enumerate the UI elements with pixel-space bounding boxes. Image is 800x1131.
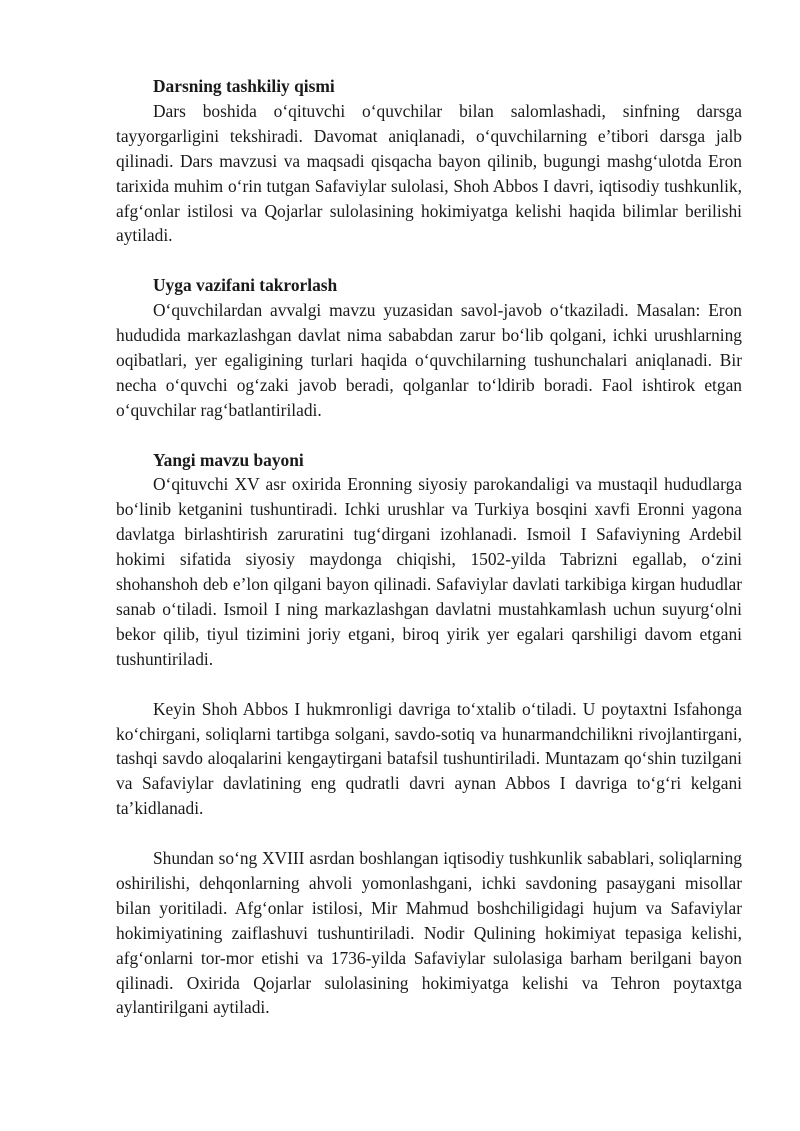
paragraph-new-topic-abbas: Keyin Shoh Abbos I hukmronligi davriga to‘xtalib o‘tiladi. U poytaxtni Isfahonga ko‘chirgani, soliqlarni tartibga solgani, savdo-sotiq va hunarmandchilikni rivojlantirgani, tashqi savdo aloqalarini kengaytirgani batafsil tushuntiriladi. Muntazam qo‘shin tuzilgani va Safaviylar davlatining eng qudratli davri aynan Abbos I davriga to‘g‘ri kelgani ta’kidlanadi.	[116, 698, 742, 819]
paragraph-homework-review: O‘quvchilardan avvalgi mavzu yuzasidan savol-javob o‘tkaziladi. Masalan: Eron hududida markazlashgan davlat nima sababdan zarur bo‘lib qolgani, ichki urushlarning oqibatlari, yer egaligining turlari haqida o‘quvchilarning tushunchalari aniqlanadi. Bir necha o‘quvchi og‘zaki javob beradi, qolganlar to‘ldirib boradi. Faol ishtirok etgan o‘quvchilar rag‘batlantiriladi.	[116, 300, 742, 420]
blank-line	[116, 423, 742, 448]
document-page	[116, 74, 742, 1020]
paragraph-new-topic-safavids: O‘qituvchi XV asr oxirida Eronning siyosiy parokandaligi va mustaqil hududlarga bo‘linib ketganini tushuntiradi. Ichki urushlar va Turkiya bosqini xavfi Eronni yagona davlatga birlashtirish zaruratini tug‘dirgani izohlanadi. Ismoil I Safaviyning Ardebil hokimi sifatida siyosiy maydonga chiqishi, 1502-yilda Tabrizni egallab, o‘zini shohanshoh deb e’lon qilgani bayon qilinadi. Safaviylar davlati tarkibiga kirgan hududlar sanab o‘tiladi. Ismoil I ning markazlashgan davlatni mustahkamlash uchun suyurg‘olni bekor qilib, tiyul tizimini joriy etgani, biroq yirik yer egalari qarshiligi davom etgani tushuntiriladi.	[116, 474, 742, 669]
paragraph-new-topic-decline: Shundan so‘ng XVIII asrdan boshlangan iqtisodiy tushkunlik sabablari, soliqlarning oshirilishi, dehqonlarning ahvoli yomonlashgani, ichki savdoning pasaygani misollar bilan yoritiladi. Afg‘onlar istilosi, Mir Mahmud boshchiligidagi hujum va Safaviylar hokimiyatining zaiflashuvi tushuntiriladi. Nodir Qulining hokimiyat tepasiga kelishi, afg‘onlarni tor-mor etishi va 1736-yilda Safaviylar sulolasiga barham berilgani bayon qilinadi. Oxirida Qojarlar sulolasining hokimiyatga kelishi va Tehron poytaxtga aylantirilgani aytiladi.	[116, 848, 742, 1018]
heading-organizational-part: Darsning tashkiliy qismi	[153, 76, 335, 96]
blank-line	[116, 821, 742, 846]
blank-line	[116, 248, 742, 273]
paragraph-organizational-part: Dars boshida o‘qituvchi o‘quvchilar bilan salomlashadi, sinfning darsga tayyorgarligini tekshiradi. Davomat aniqlanadi, o‘quvchilarning e’tibori darsga jalb qilinadi. Dars mavzusi va maqsadi qisqacha bayon qilinib, bugungi mashg‘ulotda Eron tarixida muhim o‘rin tutgan Safaviylar sulolasi, Shoh Abbos I davri, iqtisodiy tushkunlik, afg‘onlar istilosi va Qojarlar sulolasining hokimiyatga kelishi haqida bilimlar berilishi aytiladi.	[116, 100, 742, 246]
heading-homework-review: Uyga vazifani takrorlash	[153, 275, 338, 296]
blank-line	[116, 672, 742, 697]
heading-new-topic: Yangi mavzu bayoni	[153, 449, 304, 470]
